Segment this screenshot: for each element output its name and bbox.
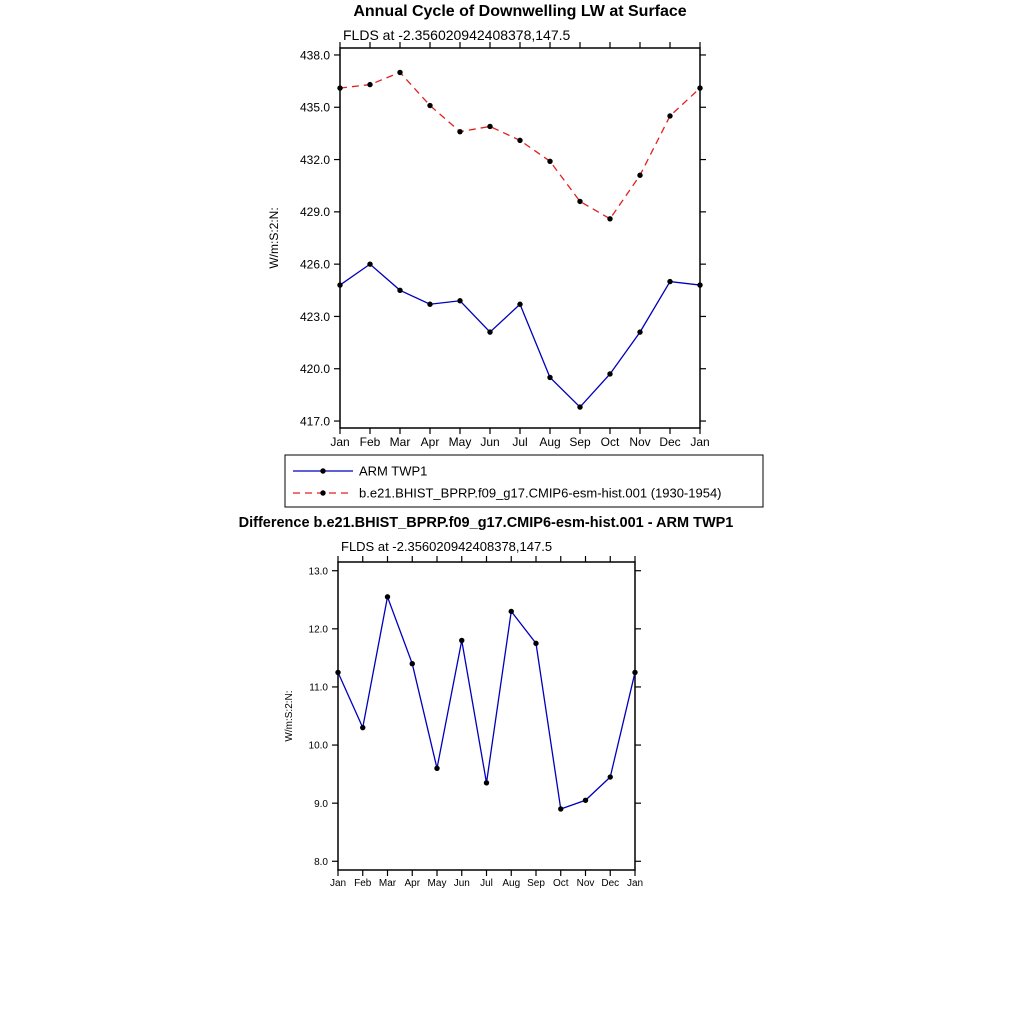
axes <box>332 556 641 876</box>
axes <box>334 42 706 434</box>
y-tick-label: 420.0 <box>299 362 330 377</box>
y-tick-label: 10.0 <box>308 740 328 752</box>
y-tick-label: 432.0 <box>299 152 330 167</box>
series-line-0 <box>338 597 635 809</box>
x-tick-label: Mar <box>378 878 397 889</box>
y-tick-label: 417.0 <box>299 414 330 429</box>
legend-label-1: b.e21.BHIST_BPRP.f09_g17.CMIP6-esm-hist.001 (1930-1954) <box>359 485 722 501</box>
x-tick-label: Jan <box>329 878 347 889</box>
y-tick-label: 8.0 <box>314 856 328 868</box>
legend-label-0: ARM TWP1 <box>359 463 428 479</box>
y-tick-label: 9.0 <box>314 798 328 810</box>
series-line-1 <box>340 72 700 218</box>
x-tick-label: Feb <box>354 878 372 889</box>
x-tick-label: May <box>427 878 447 889</box>
top-chart <box>260 38 780 523</box>
x-tick-label: Mar <box>389 435 411 449</box>
top-chart-subtitle: FLDS at -2.356020942408378,147.5 <box>343 27 571 43</box>
y-tick-label: 11.0 <box>309 682 328 694</box>
y-tick-label: 13.0 <box>308 566 328 578</box>
x-tick-label: Nov <box>629 435 651 449</box>
x-tick-label: Jul <box>512 435 528 449</box>
y-tick-label: 429.0 <box>299 205 330 220</box>
x-tick-label: Feb <box>359 435 381 449</box>
x-tick-label: Jan <box>626 878 644 889</box>
y-tick-label: 438.0 <box>299 48 330 63</box>
x-tick-label: Nov <box>576 878 595 889</box>
bottom-chart-title: Difference b.e21.BHIST_BPRP.f09_g17.CMIP6-esm-hist.001 - ARM TWP1 <box>238 515 734 531</box>
x-tick-label: Jul <box>480 878 493 889</box>
x-tick-label: Aug <box>502 878 521 889</box>
x-tick-label: Dec <box>659 435 681 449</box>
x-tick-label: Sep <box>569 435 591 449</box>
legend <box>285 455 763 507</box>
y-tick-label: 12.0 <box>308 624 328 636</box>
x-tick-label: Dec <box>601 878 620 889</box>
x-tick-label: Oct <box>552 878 569 889</box>
x-tick-label: Apr <box>420 435 440 449</box>
bottom-chart <box>230 556 710 901</box>
x-tick-label: Jan <box>330 435 350 449</box>
y-axis-label: W/m:S:2:N: <box>284 690 295 742</box>
y-tick-label: 435.0 <box>299 100 330 115</box>
y-tick-label: 423.0 <box>299 309 330 324</box>
x-tick-label: Jun <box>480 435 500 449</box>
x-tick-label: Oct <box>600 435 620 449</box>
x-tick-label: Jun <box>453 878 470 889</box>
bottom-chart-subtitle: FLDS at -2.356020942408378,147.5 <box>341 539 553 554</box>
y-tick-label: 426.0 <box>299 257 330 272</box>
series-markers-1 <box>337 70 702 222</box>
y-axis-label: W/m:S:2:N: <box>267 207 281 269</box>
x-tick-label: Aug <box>539 435 561 449</box>
x-tick-label: Sep <box>527 878 545 889</box>
tick-labels <box>300 48 710 449</box>
tick-labels <box>309 566 644 889</box>
top-chart-title: Annual Cycle of Downwelling LW at Surface <box>353 3 687 20</box>
x-tick-label: May <box>448 435 472 449</box>
x-tick-label: Apr <box>404 878 421 889</box>
x-tick-label: Jan <box>690 435 710 449</box>
series-line-0 <box>340 264 700 407</box>
